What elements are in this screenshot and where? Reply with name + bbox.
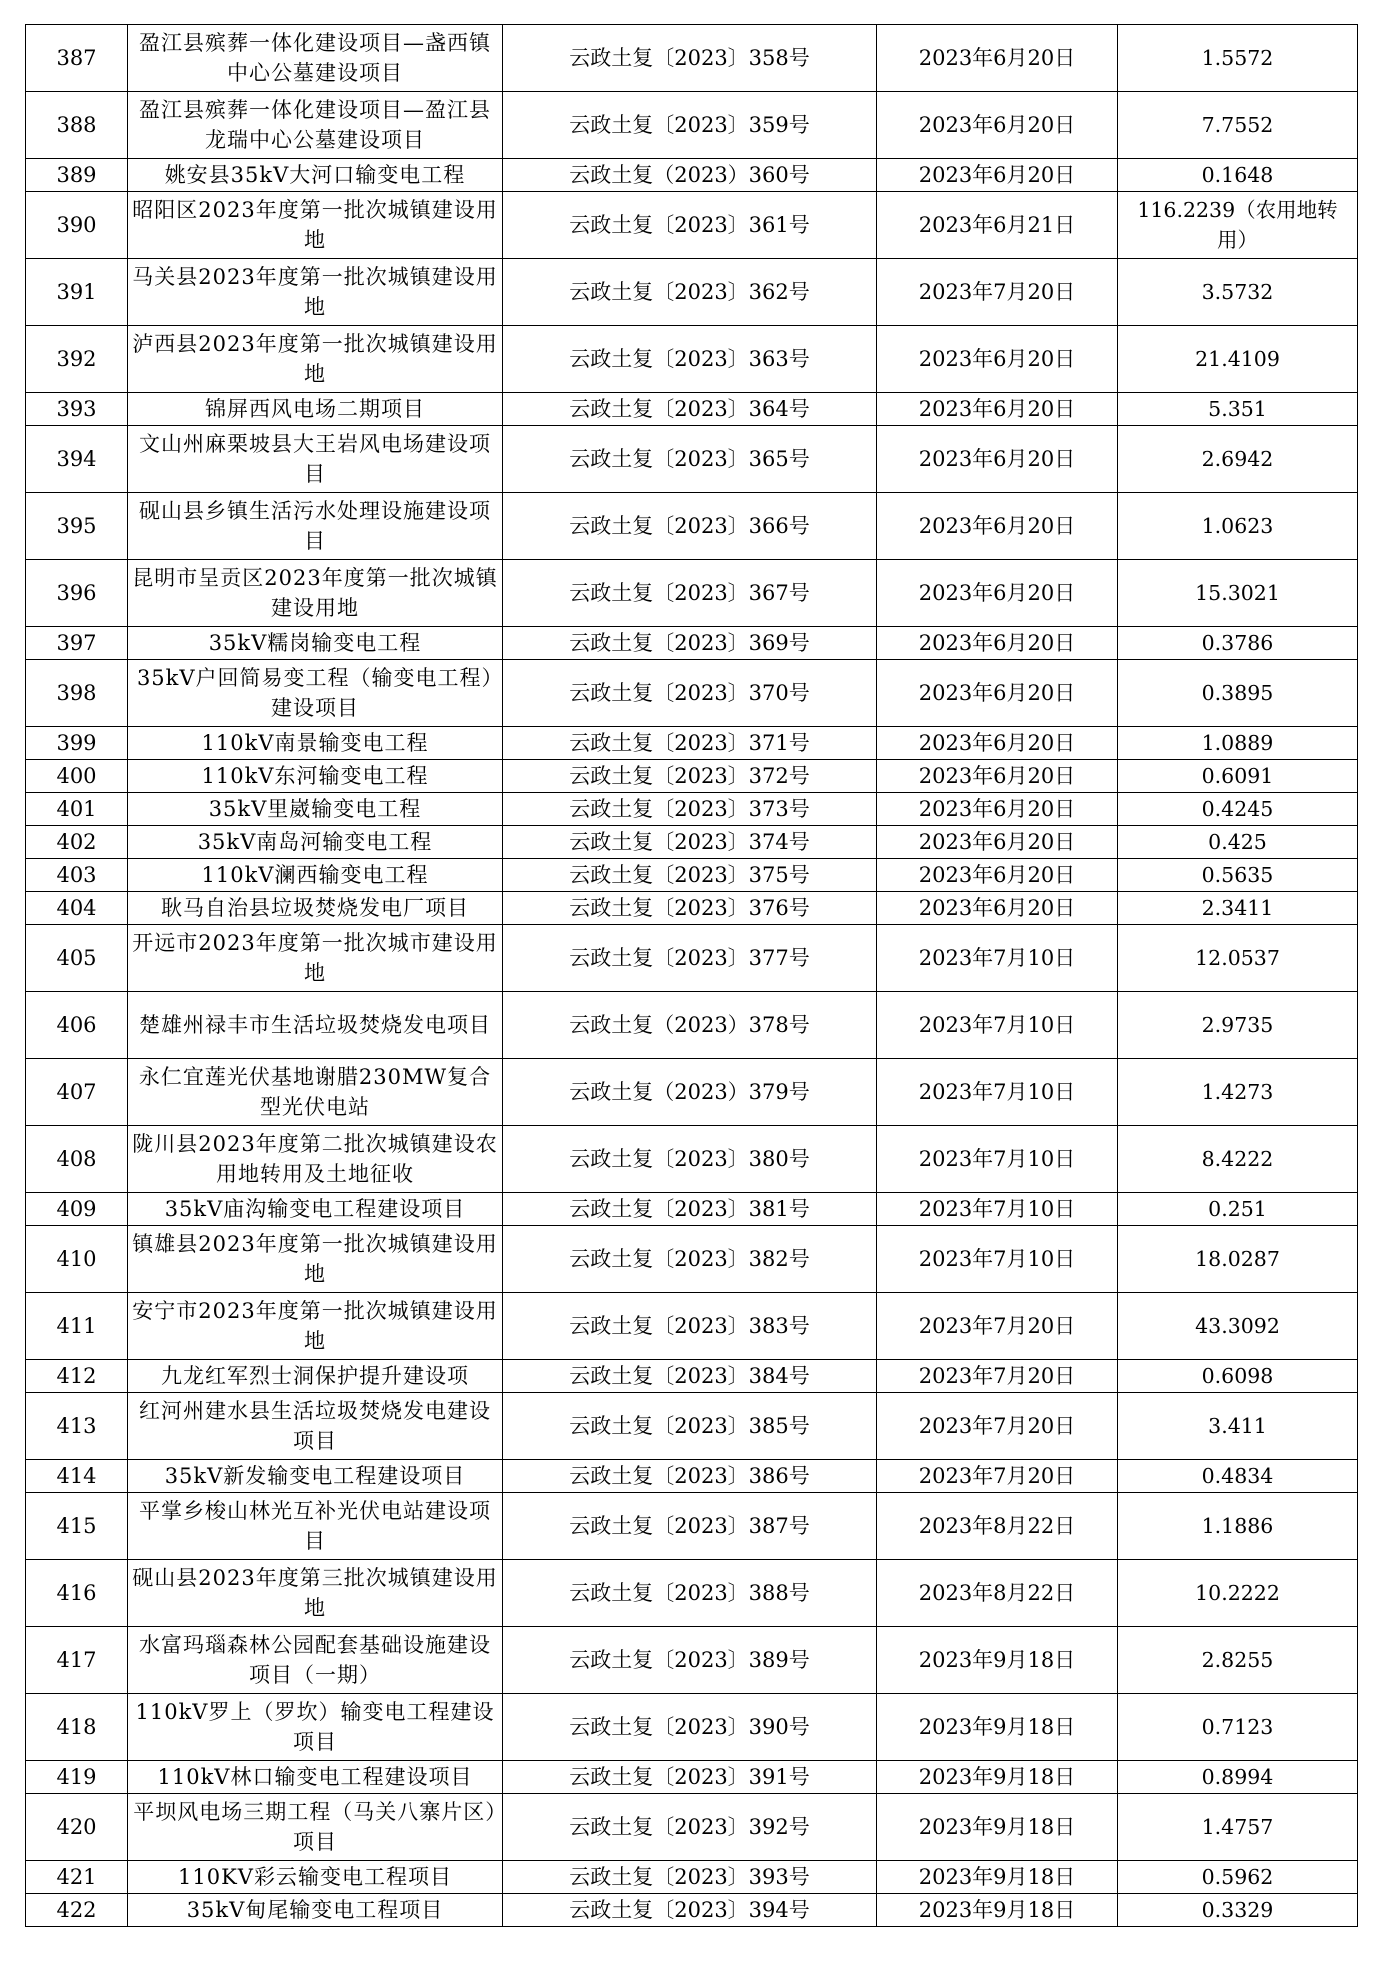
table-row bbox=[26, 1794, 1358, 1861]
row-number: 414 bbox=[26, 1460, 128, 1493]
project-name: 砚山县乡镇生活污水处理设施建设项目 bbox=[128, 493, 503, 560]
project-name: 九龙红军烈士洞保护提升建设项 bbox=[128, 1360, 503, 1393]
approval-date: 2023年6月20日 bbox=[877, 393, 1118, 426]
table-row bbox=[26, 627, 1358, 660]
row-number: 420 bbox=[26, 1794, 128, 1861]
approval-doc-number: 云政土复〔2023〕385号 bbox=[503, 1393, 877, 1460]
table-row bbox=[26, 1560, 1358, 1627]
project-name: 水富玛瑙森林公园配套基础设施建设项目（一期） bbox=[128, 1627, 503, 1694]
area-value: 10.2222 bbox=[1118, 1560, 1358, 1627]
approval-date: 2023年6月20日 bbox=[877, 25, 1118, 92]
area-value: 0.3786 bbox=[1118, 627, 1358, 660]
project-name: 永仁宜莲光伏基地谢腊230MW复合型光伏电站 bbox=[128, 1059, 503, 1126]
table-row bbox=[26, 393, 1358, 426]
row-number: 394 bbox=[26, 426, 128, 493]
area-value: 0.425 bbox=[1118, 826, 1358, 859]
approval-date: 2023年7月10日 bbox=[877, 1126, 1118, 1193]
project-name: 马关县2023年度第一批次城镇建设用地 bbox=[128, 259, 503, 326]
project-name: 盈江县殡葬一体化建设项目—盏西镇中心公墓建设项目 bbox=[128, 25, 503, 92]
row-number: 390 bbox=[26, 192, 128, 259]
project-name: 35kV糯岗输变电工程 bbox=[128, 627, 503, 660]
project-name: 昆明市呈贡区2023年度第一批次城镇建设用地 bbox=[128, 560, 503, 627]
row-number: 415 bbox=[26, 1493, 128, 1560]
approval-date: 2023年6月20日 bbox=[877, 660, 1118, 727]
approval-date: 2023年9月18日 bbox=[877, 1794, 1118, 1861]
row-number: 421 bbox=[26, 1861, 128, 1894]
approval-doc-number: 云政土复〔2023〕392号 bbox=[503, 1794, 877, 1861]
approval-date: 2023年6月20日 bbox=[877, 727, 1118, 760]
approval-date: 2023年7月20日 bbox=[877, 1393, 1118, 1460]
row-number: 396 bbox=[26, 560, 128, 627]
table-row bbox=[26, 727, 1358, 760]
approval-date: 2023年7月20日 bbox=[877, 1293, 1118, 1360]
project-name: 35kV南岛河输变电工程 bbox=[128, 826, 503, 859]
table-row bbox=[26, 1393, 1358, 1460]
table-row bbox=[26, 25, 1358, 92]
area-value: 0.6098 bbox=[1118, 1360, 1358, 1393]
area-value: 1.4273 bbox=[1118, 1059, 1358, 1126]
approval-doc-number: 云政土复〔2023〕394号 bbox=[503, 1894, 877, 1927]
row-number: 398 bbox=[26, 660, 128, 727]
area-value: 5.351 bbox=[1118, 393, 1358, 426]
area-value: 2.8255 bbox=[1118, 1627, 1358, 1694]
project-name: 110kV罗上（罗坎）输变电工程建设项目 bbox=[128, 1694, 503, 1761]
approval-doc-number: 云政土复〔2023〕358号 bbox=[503, 25, 877, 92]
approval-doc-number: 云政土复〔2023〕388号 bbox=[503, 1560, 877, 1627]
row-number: 388 bbox=[26, 92, 128, 159]
row-number: 412 bbox=[26, 1360, 128, 1393]
table-row bbox=[26, 1761, 1358, 1794]
area-value: 116.2239（农用地转用） bbox=[1118, 192, 1358, 259]
area-value: 2.9735 bbox=[1118, 992, 1358, 1059]
approval-date: 2023年6月20日 bbox=[877, 560, 1118, 627]
row-number: 405 bbox=[26, 925, 128, 992]
area-value: 0.3329 bbox=[1118, 1894, 1358, 1927]
area-value: 0.251 bbox=[1118, 1193, 1358, 1226]
area-value: 1.5572 bbox=[1118, 25, 1358, 92]
approval-date: 2023年7月10日 bbox=[877, 992, 1118, 1059]
table-row bbox=[26, 1059, 1358, 1126]
row-number: 400 bbox=[26, 760, 128, 793]
project-name: 35kV户回简易变工程（输变电工程）建设项目 bbox=[128, 660, 503, 727]
row-number: 411 bbox=[26, 1293, 128, 1360]
row-number: 407 bbox=[26, 1059, 128, 1126]
row-number: 408 bbox=[26, 1126, 128, 1193]
table-row bbox=[26, 1694, 1358, 1761]
approval-date: 2023年6月20日 bbox=[877, 159, 1118, 192]
approval-date: 2023年9月18日 bbox=[877, 1761, 1118, 1794]
approval-table bbox=[25, 24, 1358, 1927]
row-number: 413 bbox=[26, 1393, 128, 1460]
approval-date: 2023年6月20日 bbox=[877, 493, 1118, 560]
table-row bbox=[26, 992, 1358, 1059]
area-value: 0.3895 bbox=[1118, 660, 1358, 727]
row-number: 395 bbox=[26, 493, 128, 560]
approval-doc-number: 云政土复〔2023〕370号 bbox=[503, 660, 877, 727]
area-value: 1.0889 bbox=[1118, 727, 1358, 760]
project-name: 35kV里崴输变电工程 bbox=[128, 793, 503, 826]
area-value: 0.6091 bbox=[1118, 760, 1358, 793]
approval-date: 2023年7月10日 bbox=[877, 1193, 1118, 1226]
row-number: 422 bbox=[26, 1894, 128, 1927]
approval-date: 2023年6月20日 bbox=[877, 426, 1118, 493]
row-number: 419 bbox=[26, 1761, 128, 1794]
table-row bbox=[26, 1460, 1358, 1493]
area-value: 1.4757 bbox=[1118, 1794, 1358, 1861]
approval-doc-number: 云政土复〔2023〕365号 bbox=[503, 426, 877, 493]
area-value: 12.0537 bbox=[1118, 925, 1358, 992]
row-number: 401 bbox=[26, 793, 128, 826]
approval-date: 2023年7月20日 bbox=[877, 1460, 1118, 1493]
area-value: 3.411 bbox=[1118, 1393, 1358, 1460]
project-name: 平坝风电场三期工程（马关八寨片区）项目 bbox=[128, 1794, 503, 1861]
table-row bbox=[26, 760, 1358, 793]
table-row bbox=[26, 493, 1358, 560]
table-row bbox=[26, 793, 1358, 826]
approval-doc-number: 云政土复〔2023〕391号 bbox=[503, 1761, 877, 1794]
approval-doc-number: 云政土复〔2023〕393号 bbox=[503, 1861, 877, 1894]
approval-doc-number: 云政土复〔2023〕375号 bbox=[503, 859, 877, 892]
approval-doc-number: 云政土复〔2023〕359号 bbox=[503, 92, 877, 159]
area-value: 0.4834 bbox=[1118, 1460, 1358, 1493]
approval-doc-number: 云政土复〔2023〕382号 bbox=[503, 1226, 877, 1293]
project-name: 锦屏西风电场二期项目 bbox=[128, 393, 503, 426]
area-value: 3.5732 bbox=[1118, 259, 1358, 326]
approval-doc-number: 云政土复（2023）379号 bbox=[503, 1059, 877, 1126]
approval-date: 2023年7月10日 bbox=[877, 1226, 1118, 1293]
table-row bbox=[26, 892, 1358, 925]
approval-doc-number: 云政土复〔2023〕361号 bbox=[503, 192, 877, 259]
row-number: 393 bbox=[26, 393, 128, 426]
project-name: 35kV庙沟输变电工程建设项目 bbox=[128, 1193, 503, 1226]
project-name: 110kV澜西输变电工程 bbox=[128, 859, 503, 892]
row-number: 397 bbox=[26, 627, 128, 660]
area-value: 1.0623 bbox=[1118, 493, 1358, 560]
project-name: 泸西县2023年度第一批次城镇建设用地 bbox=[128, 326, 503, 393]
approval-date: 2023年9月18日 bbox=[877, 1694, 1118, 1761]
project-name: 镇雄县2023年度第一批次城镇建设用地 bbox=[128, 1226, 503, 1293]
table-row bbox=[26, 560, 1358, 627]
table-row bbox=[26, 192, 1358, 259]
table-row bbox=[26, 1627, 1358, 1694]
approval-doc-number: 云政土复〔2023〕373号 bbox=[503, 793, 877, 826]
project-name: 陇川县2023年度第二批次城镇建设农用地转用及土地征收 bbox=[128, 1126, 503, 1193]
approval-date: 2023年9月18日 bbox=[877, 1861, 1118, 1894]
approval-doc-number: 云政土复〔2023〕389号 bbox=[503, 1627, 877, 1694]
row-number: 391 bbox=[26, 259, 128, 326]
approval-date: 2023年6月20日 bbox=[877, 793, 1118, 826]
approval-doc-number: 云政土复〔2023〕369号 bbox=[503, 627, 877, 660]
approval-doc-number: 云政土复〔2023〕366号 bbox=[503, 493, 877, 560]
approval-date: 2023年6月21日 bbox=[877, 192, 1118, 259]
approval-doc-number: 云政土复〔2023〕386号 bbox=[503, 1460, 877, 1493]
row-number: 389 bbox=[26, 159, 128, 192]
approval-doc-number: 云政土复〔2023〕384号 bbox=[503, 1360, 877, 1393]
area-value: 0.5635 bbox=[1118, 859, 1358, 892]
approval-doc-number: 云政土复〔2023〕376号 bbox=[503, 892, 877, 925]
project-name: 红河州建水县生活垃圾焚烧发电建设项目 bbox=[128, 1393, 503, 1460]
table-row bbox=[26, 925, 1358, 992]
row-number: 403 bbox=[26, 859, 128, 892]
row-number: 417 bbox=[26, 1627, 128, 1694]
table-row bbox=[26, 1126, 1358, 1193]
approval-doc-number: 云政土复〔2023〕374号 bbox=[503, 826, 877, 859]
approval-date: 2023年7月20日 bbox=[877, 1360, 1118, 1393]
project-name: 110kV南景输变电工程 bbox=[128, 727, 503, 760]
area-value: 0.5962 bbox=[1118, 1861, 1358, 1894]
row-number: 410 bbox=[26, 1226, 128, 1293]
area-value: 0.4245 bbox=[1118, 793, 1358, 826]
area-value: 2.6942 bbox=[1118, 426, 1358, 493]
table-row bbox=[26, 1360, 1358, 1393]
table-row bbox=[26, 1293, 1358, 1360]
row-number: 402 bbox=[26, 826, 128, 859]
table-row bbox=[26, 826, 1358, 859]
table-row bbox=[26, 1493, 1358, 1560]
approval-date: 2023年6月20日 bbox=[877, 326, 1118, 393]
row-number: 416 bbox=[26, 1560, 128, 1627]
area-value: 0.1648 bbox=[1118, 159, 1358, 192]
approval-date: 2023年6月20日 bbox=[877, 826, 1118, 859]
table-row bbox=[26, 326, 1358, 393]
approval-doc-number: 云政土复〔2023〕380号 bbox=[503, 1126, 877, 1193]
project-name: 平掌乡梭山林光互补光伏电站建设项目 bbox=[128, 1493, 503, 1560]
approval-doc-number: 云政土复〔2023〕364号 bbox=[503, 393, 877, 426]
area-value: 21.4109 bbox=[1118, 326, 1358, 393]
table-body bbox=[26, 25, 1358, 1927]
area-value: 15.3021 bbox=[1118, 560, 1358, 627]
table-row bbox=[26, 1226, 1358, 1293]
row-number: 418 bbox=[26, 1694, 128, 1761]
approval-date: 2023年6月20日 bbox=[877, 892, 1118, 925]
approval-doc-number: 云政土复〔2023〕363号 bbox=[503, 326, 877, 393]
project-name: 110kV林口输变电工程建设项目 bbox=[128, 1761, 503, 1794]
approval-doc-number: 云政土复〔2023〕372号 bbox=[503, 760, 877, 793]
project-name: 110kV东河输变电工程 bbox=[128, 760, 503, 793]
approval-date: 2023年7月10日 bbox=[877, 1059, 1118, 1126]
row-number: 404 bbox=[26, 892, 128, 925]
table-row bbox=[26, 859, 1358, 892]
approval-doc-number: 云政土复〔2023〕390号 bbox=[503, 1694, 877, 1761]
table-row bbox=[26, 1894, 1358, 1927]
row-number: 387 bbox=[26, 25, 128, 92]
project-name: 35kV甸尾输变电工程项目 bbox=[128, 1894, 503, 1927]
project-name: 文山州麻栗坡县大王岩风电场建设项目 bbox=[128, 426, 503, 493]
approval-date: 2023年7月20日 bbox=[877, 259, 1118, 326]
approval-date: 2023年9月18日 bbox=[877, 1894, 1118, 1927]
approval-doc-number: 云政土复〔2023〕381号 bbox=[503, 1193, 877, 1226]
project-name: 110KV彩云输变电工程项目 bbox=[128, 1861, 503, 1894]
approval-date: 2023年9月18日 bbox=[877, 1627, 1118, 1694]
table-row bbox=[26, 1861, 1358, 1894]
approval-date: 2023年8月22日 bbox=[877, 1560, 1118, 1627]
area-value: 43.3092 bbox=[1118, 1293, 1358, 1360]
area-value: 0.8994 bbox=[1118, 1761, 1358, 1794]
row-number: 399 bbox=[26, 727, 128, 760]
row-number: 406 bbox=[26, 992, 128, 1059]
table-row bbox=[26, 259, 1358, 326]
row-number: 392 bbox=[26, 326, 128, 393]
table-row bbox=[26, 426, 1358, 493]
project-name: 楚雄州禄丰市生活垃圾焚烧发电项目 bbox=[128, 992, 503, 1059]
project-name: 耿马自治县垃圾焚烧发电厂项目 bbox=[128, 892, 503, 925]
project-name: 35kV新发输变电工程建设项目 bbox=[128, 1460, 503, 1493]
approval-doc-number: 云政土复〔2023〕383号 bbox=[503, 1293, 877, 1360]
area-value: 0.7123 bbox=[1118, 1694, 1358, 1761]
project-name: 开远市2023年度第一批次城市建设用地 bbox=[128, 925, 503, 992]
approval-doc-number: 云政土复（2023）378号 bbox=[503, 992, 877, 1059]
project-name: 安宁市2023年度第一批次城镇建设用地 bbox=[128, 1293, 503, 1360]
approval-date: 2023年8月22日 bbox=[877, 1493, 1118, 1560]
table-row bbox=[26, 1193, 1358, 1226]
approval-date: 2023年7月10日 bbox=[877, 925, 1118, 992]
approval-date: 2023年6月20日 bbox=[877, 859, 1118, 892]
table-row bbox=[26, 660, 1358, 727]
row-number: 409 bbox=[26, 1193, 128, 1226]
approval-doc-number: 云政土复（2023）360号 bbox=[503, 159, 877, 192]
approval-date: 2023年6月20日 bbox=[877, 92, 1118, 159]
project-name: 昭阳区2023年度第一批次城镇建设用地 bbox=[128, 192, 503, 259]
project-name: 姚安县35kV大河口输变电工程 bbox=[128, 159, 503, 192]
table-row bbox=[26, 159, 1358, 192]
approval-doc-number: 云政土复〔2023〕367号 bbox=[503, 560, 877, 627]
area-value: 1.1886 bbox=[1118, 1493, 1358, 1560]
area-value: 18.0287 bbox=[1118, 1226, 1358, 1293]
approval-doc-number: 云政土复〔2023〕371号 bbox=[503, 727, 877, 760]
project-name: 盈江县殡葬一体化建设项目—盈江县龙瑞中心公墓建设项目 bbox=[128, 92, 503, 159]
approval-date: 2023年6月20日 bbox=[877, 760, 1118, 793]
area-value: 2.3411 bbox=[1118, 892, 1358, 925]
project-name: 砚山县2023年度第三批次城镇建设用地 bbox=[128, 1560, 503, 1627]
approval-date: 2023年6月20日 bbox=[877, 627, 1118, 660]
approval-doc-number: 云政土复〔2023〕377号 bbox=[503, 925, 877, 992]
area-value: 7.7552 bbox=[1118, 92, 1358, 159]
area-value: 8.4222 bbox=[1118, 1126, 1358, 1193]
approval-doc-number: 云政土复〔2023〕387号 bbox=[503, 1493, 877, 1560]
table-row bbox=[26, 92, 1358, 159]
approval-doc-number: 云政土复〔2023〕362号 bbox=[503, 259, 877, 326]
